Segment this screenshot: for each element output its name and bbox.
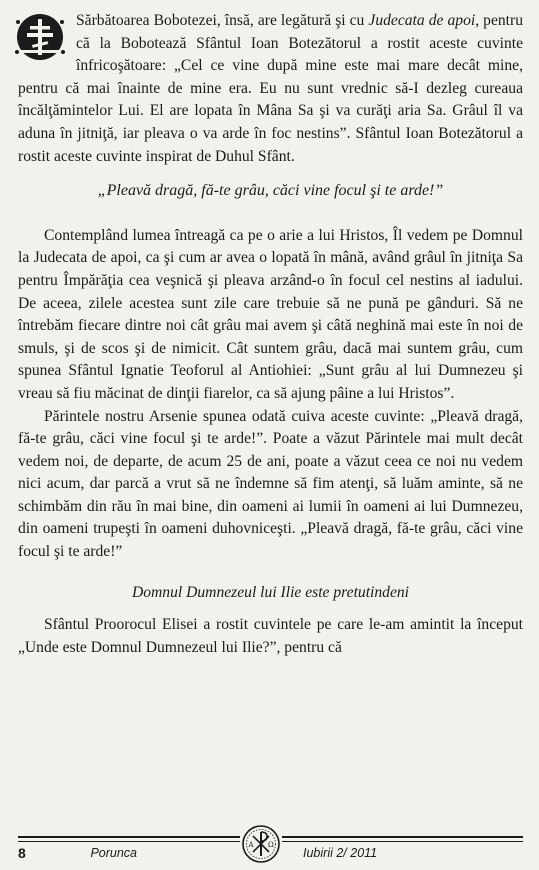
emblem-omega: Ω: [268, 841, 274, 849]
footer-title-left: Porunca: [90, 846, 137, 860]
paragraph-1: [18, 10, 523, 168]
page-footer: [18, 822, 523, 866]
chi-rho-emblem-icon: [240, 824, 282, 864]
footer-title-right: Iubirii 2/ 2011: [303, 846, 378, 860]
paragraph-1-italic: Judecata de apoi: [368, 12, 476, 29]
paragraph-1-lead: Sărbătoarea Bobotezei, însă, are legătură şi cu: [76, 12, 369, 29]
emblem-alpha: A: [248, 841, 254, 849]
orthodox-cross-ornament-icon: [14, 12, 66, 62]
page-number: 8: [18, 845, 26, 861]
section-heading: Domnul Dumnezeul lui Ilie este pretutindeni: [131, 583, 410, 601]
paragraph-1-rest: , pentru că la Bobotează Sfântul Ioan Botezătorul a rostit aceste cuvinte înfricoşătoare: „Cel ce vine după mine este mai mare decât mine, pentru că mai înainte de mine era. Eu nu sunt vrednic să-I dezleg cureaua încălţămintelor Lui. El are lopata în Mâna Sa şi va curăţi aria Sa. Grâul îl va aduna în jitniţă, iar pleava o va arde în foc nestins”. Sfântul Ioan Botezătorul a rostit aceste cuvinte inspirat de Duhul Sfânt.: [18, 12, 523, 165]
paragraph-4: Sfântul Proorocul Elisei a rostit cuvintele pe care le-am amintit la început „Unde este Domnul Dumnezeul lui Ilie?”, pentru că: [18, 616, 523, 656]
page-body: [18, 10, 523, 659]
pull-quote: „Pleavă dragă, fă-te grâu, căci vine focul şi te arde!”: [97, 182, 444, 200]
paragraph-3: Părintele nostru Arsenie spunea odată cuiva aceste cuvinte: „Pleavă dragă, fă-te grâu, căci vine focul şi te arde!”. Poate a văzut Părintele mai mult decât vedem noi, de departe, de acum 25 de ani, poate a văzut ceea ce noi nu vedem nici acum, dar parcă a vrut să ne îndemne să fim atenţi, să luăm aminte, să ne schimbăm din rău în mai bine, din oameni ai lumii în oameni ai lui Dumnezeu, din oameni trupeşti în oameni duhovniceşti. „Pleavă dragă, fă-te grâu, căci vine focul şi te arde!”: [18, 407, 523, 561]
paragraph-2: Contemplând lumea întreagă ca pe o arie a lui Hristos, Îl vedem pe Domnul la Judecata de apoi, ca şi cum ar avea o lopată în mână, având grâul în jitniţa Sa pentru Împărăţia cea veşnică şi pleava arzând-o în focul cel nestins al iadului. De aceea, zilele acestea sunt zile care trebuie să ne pună pe gânduri. Să ne întrebăm fiecare dintre noi cât grâu mai avem şi câtă neghină mai este în noi de smuls, şi de scos şi de nimicit. Cât suntem grâu, dacă mai suntem grâu, cum spunea Sfântul Ignatie Teoforul al Antiohiei: „Sunt grâu al lui Dumnezeu şi vreau să fiu măcinat de dinţii fiarelor, ca să ajung pâine a lui Hristos”.: [18, 226, 523, 402]
